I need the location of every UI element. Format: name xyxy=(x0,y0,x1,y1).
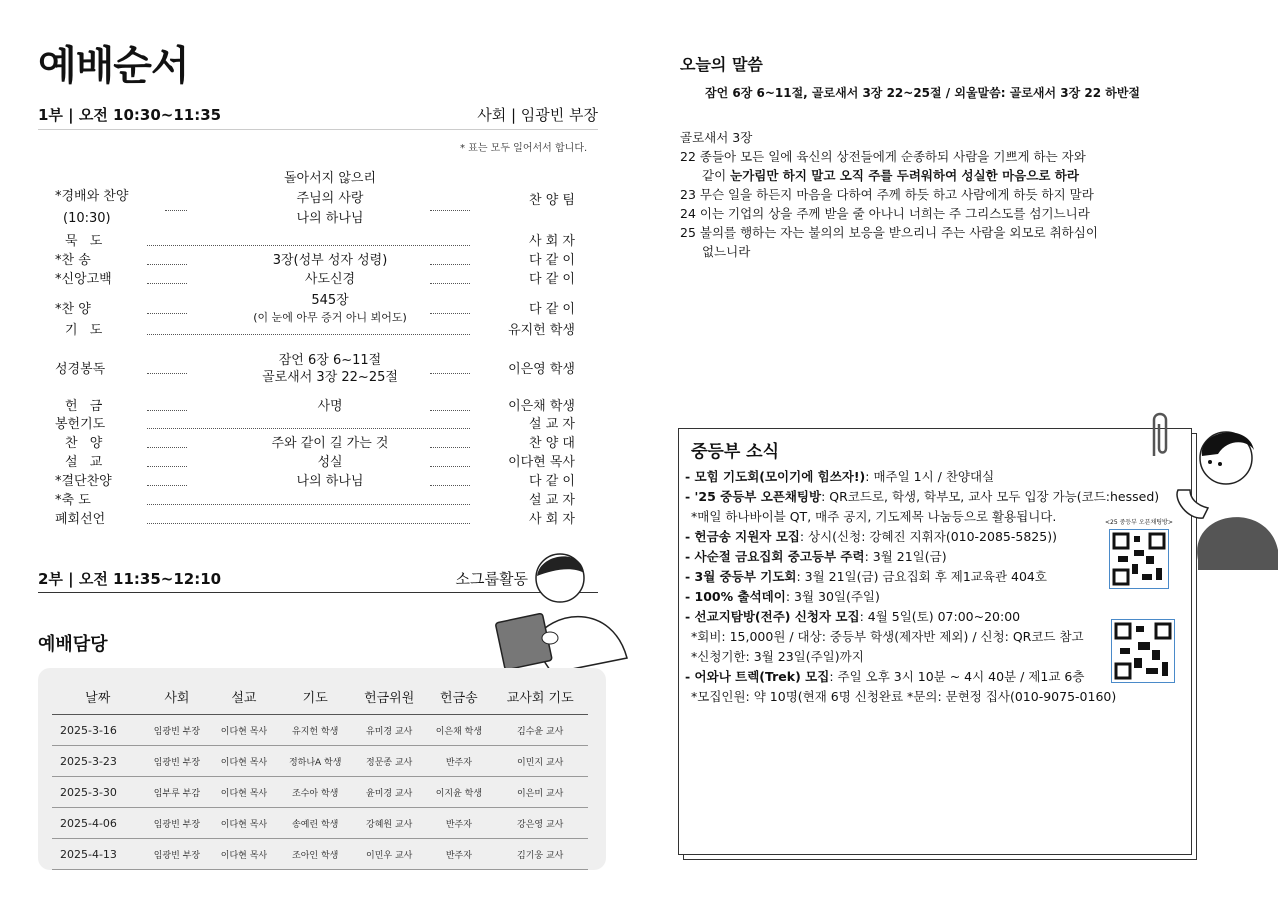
order-row xyxy=(55,492,575,510)
order-label: *결단찬양 xyxy=(55,474,112,489)
duty-cell: 이다현 목사 xyxy=(210,715,277,746)
news-item-heading: - 어와나 트렉(Trek) 모집 xyxy=(685,669,830,684)
order-row xyxy=(55,511,575,529)
duty-cell: 조아인 학생 xyxy=(277,839,353,870)
news-item-text: : 상시(신청: 강혜진 지휘자(010-2085-5825)) xyxy=(799,529,1057,544)
news-item xyxy=(685,667,1084,687)
news-item xyxy=(685,687,1116,707)
leader-dots xyxy=(147,245,470,246)
duty-cell: 2025-3-16 xyxy=(52,715,143,746)
verse-23: 23 무슨 일을 하든지 마음을 다하여 주께 하듯 하고 사람에게 하듯 하지 말라 xyxy=(680,187,1094,202)
duty-cell: 이다현 목사 xyxy=(210,777,277,808)
order-content: 나의 하나님 xyxy=(296,474,364,489)
leader-dots xyxy=(147,334,470,335)
order-row xyxy=(55,252,575,270)
news-item-text: : QR코드로, 학생, 학부모, 교사 모두 입장 가능(코드:hessed) xyxy=(821,489,1160,504)
duty-header: 헌금송 xyxy=(425,678,492,715)
order-person: 다 같 이 xyxy=(529,253,575,268)
duty-cell: 이은미 교사 xyxy=(492,777,588,808)
leader-dots xyxy=(165,210,187,211)
order-person: 이다현 목사 xyxy=(508,455,575,470)
pointing-character-illustration xyxy=(1168,420,1280,570)
order-row xyxy=(55,416,575,434)
order-row xyxy=(55,271,575,289)
duty-cell: 2025-3-30 xyxy=(52,777,143,808)
order-row xyxy=(55,233,575,251)
part1-label: 1부 | 오전 10:30~11:35 xyxy=(38,106,222,124)
order-label: 묵 도 xyxy=(65,234,107,249)
verse-25b: 없느니라 xyxy=(702,244,751,259)
leader-dots xyxy=(430,485,470,486)
standing-note: * 표는 모두 일어서서 합니다. xyxy=(460,143,588,154)
duty-header: 설교 xyxy=(210,678,277,715)
leader-dots xyxy=(147,373,187,374)
order-person: 다 같 이 xyxy=(529,272,575,287)
news-box xyxy=(678,428,1192,855)
news-item xyxy=(685,527,1057,547)
leader-dots xyxy=(430,447,470,448)
duty-cell: 이다현 목사 xyxy=(210,839,277,870)
order-label: *찬 양 xyxy=(55,302,91,317)
order-label: 기 도 xyxy=(65,323,107,338)
news-item-text: : 3월 21일(금) 금요집회 후 제1교육관 404호 xyxy=(796,569,1047,584)
openchat-qr-code[interactable] xyxy=(1109,529,1169,589)
order-person: 설 교 자 xyxy=(529,493,575,508)
page-title: 예배순서 xyxy=(38,43,189,89)
leader-dots xyxy=(147,447,187,448)
verse-22a: 22 종들아 모든 일에 육신의 상전들에게 순종하되 사람을 기쁘게 하는 자와 xyxy=(680,149,1086,164)
leader-dots xyxy=(147,264,187,265)
order-person: 이은영 학생 xyxy=(508,362,575,377)
leader-dots xyxy=(430,313,470,314)
duty-cell: 반주자 xyxy=(425,839,492,870)
verse-22b: 같이 눈가림만 하지 말고 오직 주를 두려워하여 성실한 마음으로 하라 xyxy=(702,168,1079,183)
part1-leader: 사회 | 임광빈 부장 xyxy=(477,106,598,124)
verse-25a: 25 불의를 행하는 자는 불의의 보응을 받으리니 주는 사람을 외모로 취하심이 xyxy=(680,225,1098,240)
order-label-time: (10:30) xyxy=(63,211,111,226)
duty-cell: 정문종 교사 xyxy=(353,746,425,777)
reading-person-illustration xyxy=(492,548,632,678)
news-item xyxy=(685,467,994,487)
order-label: 헌 금 xyxy=(65,399,107,414)
news-item-text: : 4월 5일(토) 07:00~20:00 xyxy=(859,609,1021,624)
order-content: 돌아서지 않으리 xyxy=(283,171,377,186)
duty-cell: 이다현 목사 xyxy=(210,746,277,777)
leader-dots xyxy=(430,264,470,265)
memory-verse: 눈가림만 하지 말고 오직 주를 두려워하여 성실한 마음으로 하라 xyxy=(730,168,1079,183)
order-content: 3장(성부 성자 성령) xyxy=(272,253,388,268)
duty-cell: 임광빈 부장 xyxy=(143,839,210,870)
order-row xyxy=(55,171,575,226)
order-label: *경배와 찬양 xyxy=(55,189,129,204)
duty-cell: 이다현 목사 xyxy=(210,808,277,839)
duty-table-panel xyxy=(38,668,606,870)
order-row xyxy=(55,322,575,340)
table-row xyxy=(52,715,588,746)
order-content: 골로새서 3장 22~25절 xyxy=(262,370,398,385)
table-row xyxy=(52,808,588,839)
verse-24: 24 이는 기업의 상을 주께 받을 줄 아나니 너희는 주 그리스도를 섬기느니라 xyxy=(680,206,1090,221)
leader-dots xyxy=(147,410,187,411)
leader-dots xyxy=(147,504,470,505)
duty-cell: 강혜원 교사 xyxy=(353,808,425,839)
duty-cell: 이민우 교사 xyxy=(353,839,425,870)
order-row xyxy=(55,435,575,453)
news-item-heading: - 사순절 금요집회 중고등부 주력 xyxy=(685,549,865,564)
leader-dots xyxy=(147,428,470,429)
order-person: 유지헌 학생 xyxy=(508,323,575,338)
leader-dots xyxy=(147,313,187,314)
order-person: 이은채 학생 xyxy=(508,399,575,414)
leader-dots xyxy=(430,466,470,467)
part2-activity: 소그룹활동 xyxy=(455,570,528,588)
order-content: 주와 같이 길 가는 것 xyxy=(271,436,389,451)
duty-title: 예배담당 xyxy=(38,634,108,655)
duty-cell: 임광빈 부장 xyxy=(143,746,210,777)
order-content: 나의 하나님 xyxy=(296,211,364,226)
order-row xyxy=(55,292,575,324)
order-label: 폐회선언 xyxy=(55,512,106,527)
order-person: 설 교 자 xyxy=(529,417,575,432)
news-item-text: *회비: 15,000원 / 대상: 중등부 학생(제자반 제외) / 신청: QR코드 참고 xyxy=(691,629,1084,644)
duty-header: 사회 xyxy=(143,678,210,715)
news-item-heading: - 헌금송 지원자 모집 xyxy=(685,529,800,544)
duty-cell: 유미경 교사 xyxy=(353,715,425,746)
news-item xyxy=(685,607,1020,627)
order-label: *찬 송 xyxy=(55,253,91,268)
duty-table xyxy=(52,678,588,870)
order-person: 찬 양 팀 xyxy=(529,193,575,208)
order-person: 다 같 이 xyxy=(529,302,575,317)
order-label: *축 도 xyxy=(55,493,91,508)
qr-caption: <25 중등부 오픈채팅방> xyxy=(1105,519,1173,526)
news-item-heading: - 선교지탐방(전주) 신청자 모집 xyxy=(685,609,860,624)
duty-cell: 이은채 학생 xyxy=(425,715,492,746)
duty-header: 날짜 xyxy=(52,678,143,715)
order-row xyxy=(55,352,575,385)
news-item xyxy=(685,647,864,667)
news-item xyxy=(685,487,1159,507)
news-item-text: : 3월 30일(주일) xyxy=(785,589,880,604)
leader-dots xyxy=(430,410,470,411)
news-item-text: : 매주일 1시 / 찬양대실 xyxy=(865,469,995,484)
scripture-text xyxy=(680,128,1200,261)
news-item-text: : 주일 오후 3시 10분 ~ 4시 40분 / 제1교 6층 xyxy=(829,669,1085,684)
duty-cell: 정하나A 학생 xyxy=(277,746,353,777)
order-label: 봉헌기도 xyxy=(55,417,106,432)
duty-cell: 유지헌 학생 xyxy=(277,715,353,746)
order-content: 주님의 사랑 xyxy=(296,191,364,206)
part1-header xyxy=(38,104,598,125)
order-content: 545장 xyxy=(311,293,349,308)
order-label: 찬 양 xyxy=(65,436,107,451)
duty-cell: 김기웅 교사 xyxy=(492,839,588,870)
leader-dots xyxy=(147,485,187,486)
duty-cell: 송예린 학생 xyxy=(277,808,353,839)
duty-cell: 임광빈 부장 xyxy=(143,808,210,839)
order-row xyxy=(55,473,575,491)
news-item xyxy=(685,547,947,567)
order-row xyxy=(55,454,575,472)
duty-cell: 임광빈 부장 xyxy=(143,715,210,746)
order-content: (이 눈에 아무 증거 아니 뵈어도) xyxy=(253,311,407,324)
news-item xyxy=(685,567,1047,587)
leader-dots xyxy=(147,283,187,284)
duty-cell: 조수아 학생 xyxy=(277,777,353,808)
duty-cell: 2025-3-23 xyxy=(52,746,143,777)
order-content: 사도신경 xyxy=(304,272,356,287)
order-person: 찬 양 대 xyxy=(529,436,575,451)
mission-trip-qr-code[interactable] xyxy=(1111,619,1175,683)
duty-header: 기도 xyxy=(277,678,353,715)
word-subtitle: 잠언 6장 6~11절, 골로새서 3장 22~25절 / 외울말씀: 골로새서 3장 22 하반절 xyxy=(705,86,1141,100)
duty-cell: 김수윤 교사 xyxy=(492,715,588,746)
order-label: 설 교 xyxy=(65,455,107,470)
order-content: 성실 xyxy=(317,455,343,470)
news-item-heading: - 100% 출석데이 xyxy=(685,589,786,604)
table-row xyxy=(52,746,588,777)
leader-dots xyxy=(430,210,470,211)
duty-cell: 반주자 xyxy=(425,746,492,777)
news-item-text: *신청기한: 3월 23일(주일)까지 xyxy=(691,649,864,664)
word-title: 오늘의 말씀 xyxy=(680,55,763,74)
news-item-heading: - 3월 중등부 기도회 xyxy=(685,569,797,584)
duty-cell: 임부루 부감 xyxy=(143,777,210,808)
part2-label: 2부 | 오전 11:35~12:10 xyxy=(38,570,222,588)
order-content: 잠언 6장 6~11절 xyxy=(278,353,382,368)
duty-cell: 윤미경 교사 xyxy=(353,777,425,808)
order-label: *신앙고백 xyxy=(55,272,112,287)
qr-icon xyxy=(1110,530,1168,588)
table-row xyxy=(52,839,588,870)
table-row xyxy=(52,777,588,808)
news-item-heading: - 모힘 기도회(모이기에 힘쓰자!) xyxy=(685,469,866,484)
duty-cell: 반주자 xyxy=(425,808,492,839)
leader-dots xyxy=(147,523,470,524)
news-item xyxy=(685,627,1084,647)
scripture-book: 골로새서 3장 xyxy=(680,130,753,145)
leader-dots xyxy=(147,466,187,467)
news-item xyxy=(685,587,880,607)
news-title: 중등부 소식 xyxy=(691,442,780,462)
news-item-text: : 3월 21일(금) xyxy=(864,549,947,564)
duty-cell: 강은영 교사 xyxy=(492,808,588,839)
order-person: 다 같 이 xyxy=(529,474,575,489)
news-item-text: *모집인원: 약 10명(현재 6명 신청완료 *문의: 문현정 집사(010-9075-0160) xyxy=(691,689,1117,704)
order-row xyxy=(55,398,575,416)
leader-dots xyxy=(430,373,470,374)
order-label: 성경봉독 xyxy=(55,362,106,377)
order-person: 사 회 자 xyxy=(529,234,575,249)
news-item-heading: - '25 중등부 오픈채팅방 xyxy=(685,489,822,504)
order-person: 사 회 자 xyxy=(529,512,575,527)
order-content: 사명 xyxy=(317,399,343,414)
duty-header: 교사회 기도 xyxy=(492,678,588,715)
duty-cell: 2025-4-13 xyxy=(52,839,143,870)
leader-dots xyxy=(430,283,470,284)
news-item xyxy=(685,507,1056,527)
duty-cell: 2025-4-06 xyxy=(52,808,143,839)
news-item-text: *매일 하나바이블 QT, 매주 공지, 기도제목 나눔등으로 활용됩니다. xyxy=(691,509,1057,524)
duty-cell: 이민지 교사 xyxy=(492,746,588,777)
duty-cell: 이지윤 학생 xyxy=(425,777,492,808)
qr-icon xyxy=(1112,620,1174,682)
duty-header: 헌금위원 xyxy=(353,678,425,715)
